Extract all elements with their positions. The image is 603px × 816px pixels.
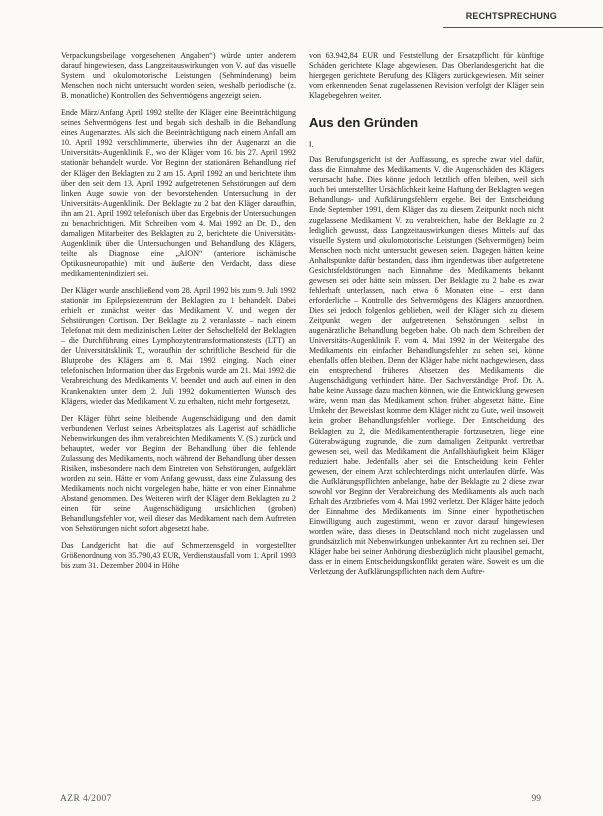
- paragraph: Verpackungsbeilage vorgesehenen Angaben“) würde unter anderem darauf hingewiesen, dass Langzeitauswirkungen von V. auf das visuelle System und okulomotorische Leistungen (Sehminderung) beim Menschen noch nicht untersucht worden seien, weshalb periodische (z. B. monatliche) Kontrollen des Sehvermögens angezeigt seien.: [61, 51, 296, 101]
- roman-numeral: I.: [309, 139, 314, 150]
- right-column: [309, 51, 544, 577]
- journal-issue: AZR 4/2007: [60, 794, 112, 804]
- page-number: 99: [531, 794, 541, 804]
- paragraph: Der Kläger führt seine bleibende Augenschädigung und den damit verbundenen Verlust seines Arbeitsplatzes als Lagerist auf schädliche Nebenwirkungen des ihm verabreichten Medikaments V. (S.) zurück und behauptet, weder vor Beginn der Behandlung über die fehlende Zulassung des Medikaments, noch während der Behandlung über dessen Risiken, insbesondere nach dem Eintreten von Sehstörungen, aufgeklärt worden zu sein. Hätte er vom Anfang gewusst, dass eine Zulassung des Medikaments noch nicht vorgelegen habe, hätte er von einer Einnahme Abstand genommen. Des Weiteren wirft der Kläger dem Beklagten zu 2 einen für seine Augenschädigung ursächlichen (groben) Behandlungsfehler vor, weil dieser das Medikament nach dem Auftreten von Sehstörungen nicht sofort abgesetzt habe.: [61, 413, 296, 534]
- paragraph: Das Landgericht hat die auf Schmerzensgeld in vorgestellter Größenordnung von 35.790,43 EUR, Verdienstausfall vom 1. April 1993 bis zum 31. Dezember 2004 in Höhe: [61, 541, 296, 571]
- left-column: [61, 51, 296, 571]
- section-label: RECHTSPRECHUNG: [465, 11, 557, 21]
- paragraph: Ende März/Anfang April 1992 stellte der Kläger eine Beeinträchtigung seines Sehvermögens fest und begab sich deshalb in die Behandlung eines Augenarztes. Als sich die Beeinträchtigung nach einem Anfall am 10. April 1992 verschlimmerte, überwies ihn der Augenarzt an die Universitäts-Augenklinik F., wo der Kläger vom 16. bis 27. April 1992 stationär behandelt wurde. Vor Beginn der stationären Behandlung rief der Kläger den Beklagten zu 2 am 15. April 1992 an und berichtete ihm über den seit dem 13. April 1992 aufgetretenen Sehstörungen auf dem linken Auge sowie von der bevorstehenden Untersuchung in der Universitäts-Augenklinik. Der Beklagte zu 2 bat den Kläger daraufhin, ihn am 21. April 1992 telefonisch über das Ergebnis der Untersuchungen zu benachrichtigen. Mit Schreiben vom 4. Mai 1992 an Dr. D., den damaligen Mitarbeiter des Beklagten zu 2, berichtete die Universitäts-Augenklinik über die Untersuchungen und Behandlung des Klägers, teilte als Diagnose eine „AION“ (anteriore ischämische Optikusneuropathie) mit und äußerte den Verdacht, dass diese medikamentenindiziert sei.: [61, 108, 296, 278]
- paragraph: Der Kläger wurde anschließend vom 28. April 1992 bis zum 9. Juli 1992 stationär im Epilepsiezentrum der Beklagten zu 1 behandelt. Dabei erhielt er zunächst weiter das Medikament V. und wegen der Sehstörungen Cortison. Der Beklagte zu 2 veranlasste – nach einem Telefonat mit dem medizinischen Leiter der Sehschelfeld der Beklagten – die Durchführung eines Lymphozytentransformationstests (LTT) an der Universitätsklinik T., woraufhin der schriftliche Bescheid für die Blutprobe des Klägers am 8. Mai 1992 einging. Nach einer telefonischen Information über das Ergebnis wurde am 21. Mai 1992 die Verabreichung des Medikaments V. beendet und auch auf einen in den Krankenakten unter dem 2. Juli 1992 dokumentierten Wunsch des Klägers, wieder das Medikament V. zu erhalten, nicht mehr fortgesetzt.: [61, 286, 296, 406]
- paragraph: von 63.942,84 EUR und Feststellung der Ersatzpflicht für künftige Schäden gerichtete Klage abgewiesen. Das Oberlandesgericht hat die hiergegen gerichtete Berufung des Klägers zurückgewiesen. Mit seiner vom erkennenden Senat zugelassenen Revision verfolgt der Kläger sein Klagebegehren weiter.: [309, 51, 544, 101]
- paragraph: Das Berufungsgericht ist der Auffassung, es spreche zwar viel dafür, dass die Einnahme des Medikaments V. die Augenschäden des Klägers verursacht habe. Dies könne jedoch letztlich offen bleiben, weil sich auch bei unterstellter Ursächlichkeit keine Haftung der Beklagten wegen Behandlungs- und Aufklärungsfehlern ergebe. Bei der Entscheidung Ende September 1991, dem Kläger das zu diesem Zeitpunkt noch nicht zugelassene Medikament V. zu verabreichen, habe der Beklagte zu 2 lediglich gewusst, dass Langzeitauswirkungen dieses Mittels auf das visuelle System und okulomotorische Leistungen (Sehvermögen) beim Menschen noch nicht untersucht gewesen seien. Dagegen hätten keine Anhaltspunkte dafür bestanden, dass ihm irgendetwas über aufgetretene Gesichtsfeldstörungen nach Einnahme des Medikaments bekannt gewesen sei oder hätte sein müssen. Der Beklagte zu 2 habe es zwar fehlerhaft unterlassen, nach etwa 6 Monaten eine – erst dann erforderliche – Kontrolle des Sehvermögens des Klägers anzuordnen. Dies sei jedoch folgenlos geblieben, weil der Kläger sich zu diesem Zeitpunkt wegen der aufgetretenen Sehstörungen selbst in augenärztliche Behandlung begeben habe. Ob nach dem Schreiben der Universitäts-Augenklinik F. vom 4. Mai 1992 in der Weitergabe des Medikaments ein einfacher Behandlungsfehler zu sehen sei, könne ebenfalls offen bleiben. Denn der Kläger habe nicht nachgewiesen, dass ein entsprechend früheres Absetzen des Medikaments die Augenschädigung verhindert hätte. Der Sachverständige Prof. Dr. A. habe keine Aussage dazu machen können, wie die Entwicklung gewesen wäre, wenn man das Medikament schon früher abgesetzt hätte. Eine Umkehr der Beweislast komme dem Kläger nicht zu Gute, weil insoweit kein grober Behandlungsfehler vorliege. Der Entscheidung des Beklagten zu 2, die Medikamententherapie fortzusetzen, liege eine Güterabwägung zugrunde, die zum damaligen Zeitpunkt vertretbar gewesen sei, weil das Medikament die Anfallshäufigkeit beim Kläger reduziert habe. Jedenfalls aber sei die Entscheidung kein Fehler gewesen, der einem Arzt schlechterdings nicht unterlaufen dürfe. Was die Aufklärungspflichten anbelange, habe der Beklagte zu 2 diese zwar sowohl vor Beginn der Verabreichung des Medikaments als auch nach Erhalt des Arztbriefes vom 4. Mai 1992 verletzt. Der Kläger hätte jedoch der Einnahme des Medikaments im Sinne einer hypothetischen Einwilligung auch zugestimmt, wenn er zuvor darauf hingewiesen worden wäre, dass dieses in Deutschland noch nicht zugelassen und grundsätzlich mit Nebenwirkungen unbekannter Art zu rechnen sei. Der Kläger habe bei seiner Anhörung diesbezüglich nicht plausibel gemacht, dass er in einem Entscheidungskonflikt geraten wäre. Soweit es um die Verletzung der Aufklärungspflichten nach dem Auftre-: [309, 155, 544, 577]
- section-heading: Aus den Gründen: [309, 115, 419, 131]
